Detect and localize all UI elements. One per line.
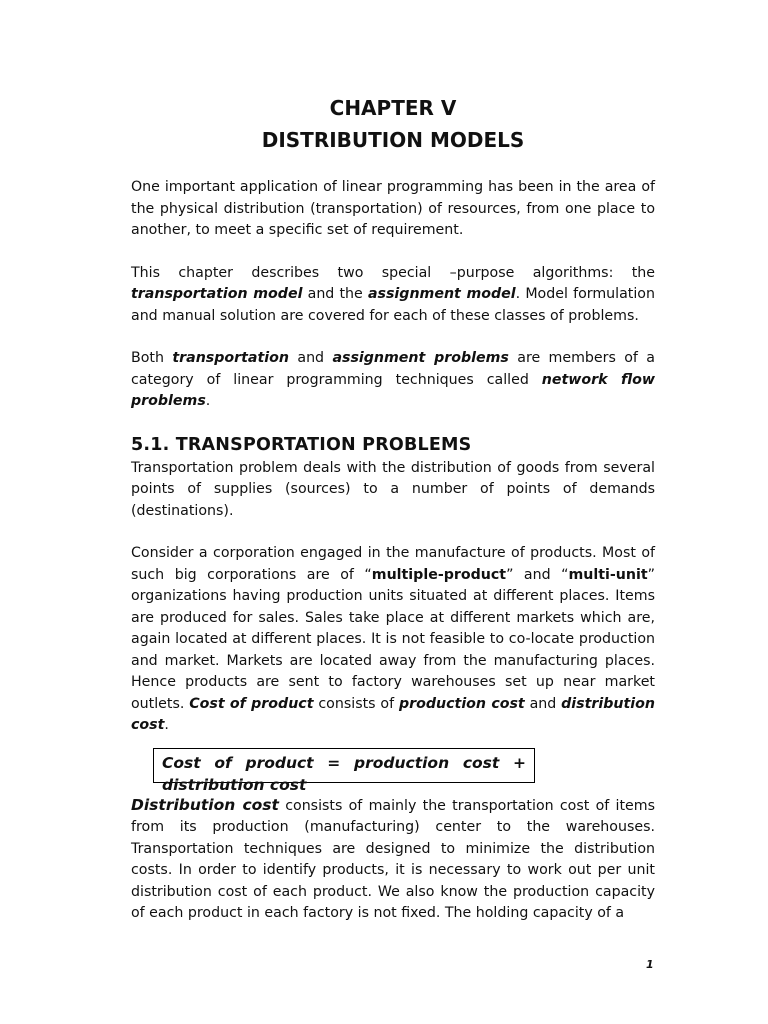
text-run: . Model formulation and manual solution are covered for each of these classes of problems.: [131, 286, 655, 324]
term-assignment-problems: assignment problems: [332, 350, 509, 366]
text-run: and: [524, 695, 562, 712]
term-transportation-model: transportation model: [131, 286, 303, 302]
formula-line-2: distribution cost: [162, 775, 307, 794]
page-number: 1: [646, 958, 654, 971]
text-run: .: [205, 393, 211, 409]
intro-paragraph-2: [131, 263, 655, 328]
chapter-title: [131, 92, 655, 156]
term-multiple-product: multiple-product: [371, 566, 507, 583]
text-run: ” and “: [506, 566, 569, 583]
document-page: [131, 92, 655, 946]
intro-paragraph-1: One important application of linear programming has been in the area of the physical distribution (transportation) of resources, from one place to another, to meet a specific set of requirement.: [131, 179, 655, 238]
text-run: and the: [302, 286, 368, 302]
term-production-cost: production cost: [398, 695, 525, 712]
section-paragraph-1: Transportation problem deals with the distribution of goods from several points of supplies (sources) to a number of points of demands (destinations).: [131, 459, 655, 519]
formula-box: [153, 748, 535, 794]
text-run: and: [289, 350, 333, 366]
chapter-number: CHAPTER V: [329, 96, 457, 120]
text-run: are members of a category of linear programming techniques called: [131, 350, 655, 388]
text-run: .: [164, 717, 169, 733]
text-run: consists of mainly the transportation cost of items from its production (manufacturing) center to the warehouses. Transportation techniques are designed to minimize the distribution costs. In order to identify products, it is necessary to work out per unit distribution cost of each product. We also know the production capacity of each product in each factory is not fixed. The holding capacity of a: [131, 797, 655, 921]
term-transportation: transportation: [172, 350, 289, 366]
term-network-flow-problems: network flow problems: [131, 371, 655, 409]
section-heading: 5.1. TRANSPORTATION PROBLEMS: [131, 434, 472, 455]
text-run: This chapter describes two special –purpose algorithms: the: [131, 264, 655, 281]
text-run: Both: [131, 350, 173, 366]
formula-line-1: Cost of product = production cost +: [162, 753, 526, 772]
term-distribution-cost-lead: Distribution cost: [131, 795, 279, 814]
term-assignment-model: assignment model: [367, 286, 516, 302]
intro-paragraph-3: [131, 348, 655, 413]
text-run: Consider a corporation engaged in the manufacture of products. Most of such big corporations are of “: [131, 545, 655, 583]
term-cost-of-product: Cost of product: [189, 695, 314, 712]
section-paragraph-3: [131, 795, 655, 925]
section-paragraph-2: [131, 543, 655, 737]
term-multi-unit: multi-unit: [568, 566, 648, 583]
term-distribution-cost: distribution cost: [131, 695, 656, 733]
text-run: consists of: [313, 695, 399, 712]
chapter-name: DISTRIBUTION MODELS: [261, 128, 525, 152]
text-run: ” organizations having production units situated at different places. Items are produced for sales. Sales take place at different markets which are, again located at different places. It is not feasible to co-locate production and market. Markets are located away from the manufacturing places. Hence products are sent to factory warehouses set up near market outlets.: [131, 566, 655, 712]
